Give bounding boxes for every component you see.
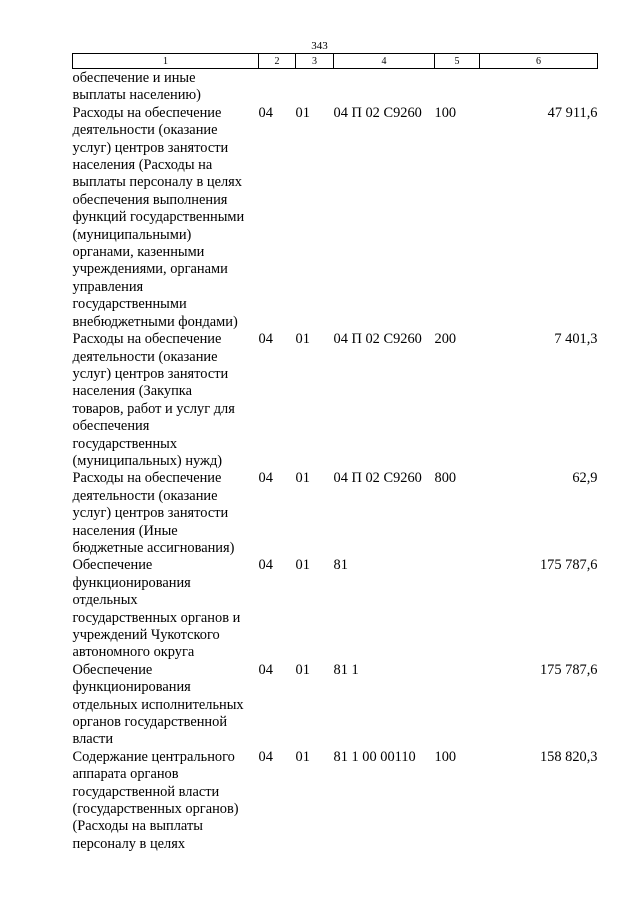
table-row [73, 105, 598, 331]
description-line: государственных органов и [72, 609, 241, 626]
column-header-6: 6 [480, 54, 598, 69]
description-line: Расходы на обеспечение [72, 470, 222, 487]
description-line: деятельности (оказание [72, 348, 218, 365]
target-article-code: 04 П 02 С9260 [333, 104, 422, 121]
description-line: автономного округа [72, 644, 195, 661]
description-line: населения (Иные [72, 522, 178, 539]
budget-table [72, 53, 598, 853]
target-article-code: 04 П 02 С9260 [333, 470, 422, 487]
subsection-code: 01 [295, 661, 310, 678]
section-code: 04 [258, 748, 273, 765]
description-line: деятельности (оказание [72, 487, 218, 504]
description-line: населения (Расходы на [72, 157, 213, 174]
subsection-code: 01 [295, 557, 310, 574]
description-line: выплаты населению) [72, 87, 201, 104]
row-description [73, 749, 259, 853]
row-description [73, 105, 259, 331]
target-article-code: 81 [333, 557, 348, 574]
description-line: обеспечения [72, 418, 150, 435]
row-description [73, 331, 259, 470]
table-row [73, 749, 598, 853]
table-row [73, 557, 598, 661]
table-row [73, 470, 598, 557]
expense-type-code [435, 662, 480, 749]
description-line: государственных [72, 435, 178, 452]
description-line: Расходы на обеспечение [72, 331, 222, 348]
row-description [73, 662, 259, 749]
description-line: государственной власти [72, 783, 220, 800]
subsection-code: 01 [295, 104, 310, 121]
column-header-2: 2 [259, 54, 296, 69]
row-description [73, 470, 259, 557]
section-code: 04 [258, 557, 273, 574]
table-row [73, 331, 598, 470]
expense-type-code [435, 557, 480, 661]
description-line: аппарата органов [72, 766, 179, 783]
expense-type-code: 100 [434, 104, 457, 121]
description-line: выплаты персоналу в целях [72, 174, 242, 191]
description-line: функционирования [72, 679, 191, 696]
row-description [73, 557, 259, 661]
amount [480, 69, 598, 105]
table-row [73, 662, 598, 749]
description-line: управления [72, 278, 144, 295]
row-description [73, 69, 259, 105]
target-article-code: 81 1 00 00110 [333, 748, 416, 765]
description-line: Обеспечение [72, 557, 153, 574]
description-line: учреждений Чукотского [72, 627, 220, 643]
amount: 62,9 [572, 470, 598, 487]
target-article-code: 81 1 [333, 661, 359, 678]
amount: 47 911,6 [547, 104, 598, 121]
description-line: (Расходы на выплаты [72, 818, 203, 835]
section-code: 04 [258, 331, 273, 348]
page-number: 343 [311, 40, 328, 52]
target-article-code [334, 69, 435, 105]
column-header-4: 4 [334, 54, 435, 69]
description-line: (государственных органов) [72, 801, 239, 818]
description-line: учреждениями, органами [72, 261, 228, 278]
expense-type-code [435, 69, 480, 105]
description-line: Обеспечение [72, 661, 153, 678]
section-code [259, 69, 296, 105]
table-header-row [73, 54, 598, 69]
description-line: Содержание центрального [72, 748, 235, 765]
description-line: функций государственными [72, 209, 245, 226]
description-line: услуг) центров занятости [72, 365, 229, 382]
amount: 158 820,3 [539, 748, 598, 765]
column-header-1: 1 [73, 54, 259, 69]
amount: 175 787,6 [539, 661, 598, 678]
table-row [73, 69, 598, 105]
description-line: органами, казенными [72, 244, 205, 261]
description-line: (муниципальных) нужд) [72, 452, 223, 469]
expense-type-code: 800 [434, 470, 457, 487]
description-line: функционирования [72, 574, 191, 591]
description-line: услуг) центров занятости [72, 139, 229, 156]
description-line: персоналу в целях [72, 835, 186, 852]
description-line: государственными [72, 296, 187, 313]
description-line: отдельных исполнительных [72, 696, 244, 713]
description-line: внебюджетными фондами) [72, 313, 238, 330]
description-line: Расходы на обеспечение [72, 104, 222, 121]
expense-type-code: 100 [434, 748, 457, 765]
expense-type-code: 200 [434, 331, 457, 348]
subsection-code [296, 69, 334, 105]
section-code: 04 [258, 661, 273, 678]
column-header-3: 3 [296, 54, 334, 69]
amount: 7 401,3 [554, 331, 598, 348]
section-code: 04 [258, 470, 273, 487]
subsection-code: 01 [295, 748, 310, 765]
target-article-code: 04 П 02 С9260 [333, 331, 422, 348]
description-line: товаров, работ и услуг для [72, 400, 235, 417]
description-line: (муниципальными) [72, 226, 192, 243]
description-line: обеспечение и иные [72, 70, 196, 86]
description-line: населения (Закупка [72, 383, 192, 400]
description-line: обеспечения выполнения [72, 191, 228, 208]
subsection-code: 01 [295, 331, 310, 348]
description-line: органов государственной [72, 714, 228, 731]
description-line: деятельности (оказание [72, 122, 218, 139]
amount: 175 787,6 [539, 557, 598, 574]
description-line: власти [72, 731, 114, 748]
description-line: услуг) центров занятости [72, 505, 229, 522]
description-line: отдельных [72, 592, 138, 609]
section-code: 04 [258, 104, 273, 121]
subsection-code: 01 [295, 470, 310, 487]
column-header-5: 5 [435, 54, 480, 69]
description-line: бюджетные ассигнования) [72, 539, 235, 556]
